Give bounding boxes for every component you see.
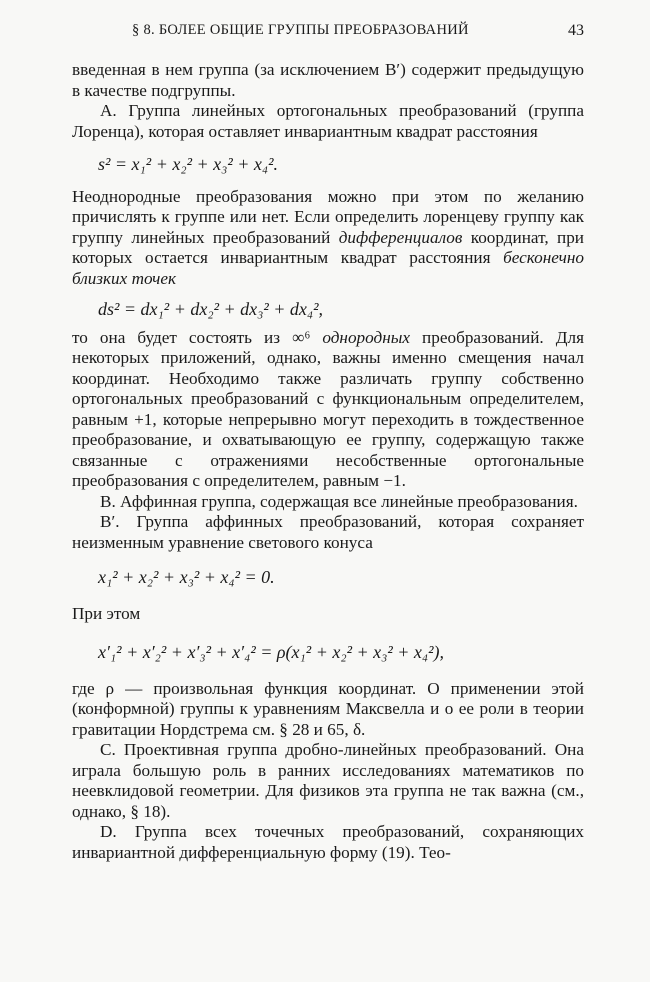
paragraph-inhomogeneous-text-b: координат, при которых остается инвариантным квадрат расстояния bbox=[72, 227, 584, 267]
emphasis-homogeneous: однородных bbox=[322, 327, 411, 347]
running-header bbox=[72, 22, 584, 46]
paragraph-1: введенная в нем группа (за исключением B′) содержит предыдущую в качестве подгруппы. bbox=[72, 60, 584, 100]
paragraph-homogeneous-text-b: преобразований. Для некоторых приложений, однако, важны именно смещения начал координат. Необходимо также различать группу собственно ортогональных преобразований с функциональным определителем, равным +1, которые непрерывно могут переходить в тождественное преобразование, и охватывающую ее группу, содержащую также связанные с отражениями несобственные ортогональные преобразования с определителем, равным −1. bbox=[72, 327, 584, 490]
paragraph-group-d: D. Группа всех точечных преобразований, сохраняющих инвариантной дифференциальную форму (19). Тео- bbox=[72, 822, 584, 862]
paragraph-group-a: A. Группа линейных ортогональных преобразований (группа Лоренца), которая оставляет инвариантным квадрат расстояния bbox=[72, 101, 584, 141]
paragraph-inhomogeneous-text-a: Неоднородные преобразования можно при этом по желанию причислять к группе или нет. Если определить лоренцеву группу как группу линейных преобразований bbox=[72, 186, 584, 247]
emphasis-near-points: бесконечно близких точек bbox=[72, 248, 584, 288]
running-title: § 8. БОЛЕЕ ОБЩИЕ ГРУППЫ ПРЕОБРАЗОВАНИЙ bbox=[132, 22, 469, 38]
formula-interval: s² = x₁² + x₂² + x₃² + x₄². bbox=[98, 154, 279, 174]
page-number: 43 bbox=[568, 22, 584, 39]
paragraph-homogeneous-text-a: то она будет состоять из ∞⁶ bbox=[72, 327, 323, 347]
paragraph-at-this: При этом bbox=[72, 603, 141, 623]
paragraph-group-b: B. Аффинная группа, содержащая все линейные преобразования. bbox=[100, 491, 578, 511]
page-body bbox=[72, 60, 584, 863]
formula-differential-interval: ds² = dx₁² + dx₂² + dx₃² + dx₄², bbox=[98, 299, 324, 319]
formula-light-cone: x₁² + x₂² + x₃² + x₄² = 0. bbox=[98, 567, 275, 587]
paragraph-inhomogeneous bbox=[72, 187, 584, 290]
paragraph-homogeneous bbox=[72, 328, 584, 492]
emphasis-differentials: дифференциалов bbox=[338, 227, 463, 247]
formula-conformal: x′₁² + x′₂² + x′₃² + x′₄² = ρ(x₁² + x₂² + x₃² + x₄²), bbox=[98, 642, 445, 662]
paragraph-conformal: где ρ — произвольная функция координат. О применении этой (конформной) группы к уравнениям Максвелла и о ее роли в теории гравитации Нордстрема см. § 28 и 65, δ. bbox=[72, 678, 584, 739]
paragraph-group-c: C. Проективная группа дробно-линейных преобразований. Она играла большую роль в ранних исследованиях математиков по неевклидовой геометрии. Для физиков эта группа не так важна (см., однако, § 18). bbox=[72, 740, 584, 821]
paragraph-group-b-prime: B′. Группа аффинных преобразований, которая сохраняет неизменным уравнение светового конуса bbox=[72, 512, 584, 552]
